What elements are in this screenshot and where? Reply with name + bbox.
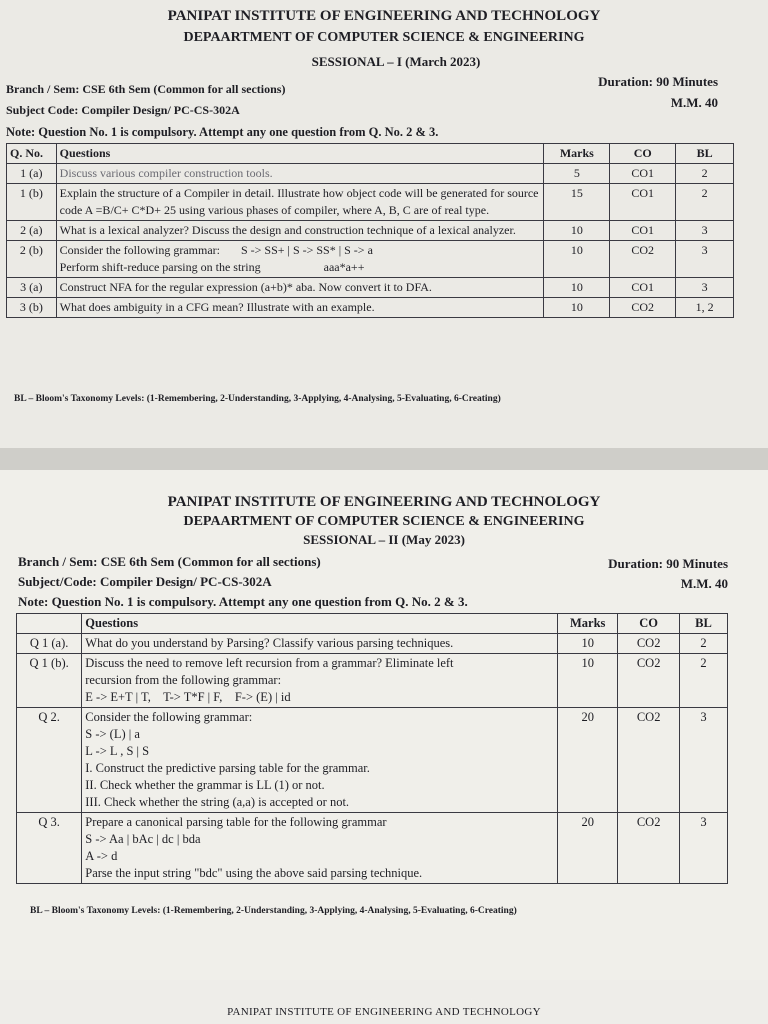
question-number: 1 (b) bbox=[7, 184, 57, 221]
header-questions: Questions bbox=[82, 614, 558, 634]
grammar-line: S -> (L) | a bbox=[85, 727, 140, 741]
question-marks: 10 bbox=[544, 298, 610, 318]
question-bl: 2 bbox=[676, 164, 734, 184]
question-marks: 5 bbox=[544, 164, 610, 184]
question-bl: 3 bbox=[676, 221, 734, 241]
question-marks: 20 bbox=[558, 708, 618, 813]
question-bl: 3 bbox=[679, 708, 727, 813]
question-line: Prepare a canonical parsing table for the following grammar bbox=[85, 815, 387, 829]
instructions-note: Note: Question No. 1 is compulsory. Attempt any one question from Q. No. 2 & 3. bbox=[18, 594, 468, 609]
question-marks: 10 bbox=[558, 634, 618, 654]
question-co: CO2 bbox=[610, 241, 676, 278]
table-row bbox=[7, 184, 734, 221]
question-co: CO2 bbox=[618, 708, 680, 813]
question-text: What does ambiguity in a CFG mean? Illustrate with an example. bbox=[56, 298, 544, 318]
question-text bbox=[82, 708, 558, 813]
table-header-row bbox=[7, 144, 734, 164]
question-marks: 15 bbox=[544, 184, 610, 221]
table-row bbox=[7, 241, 734, 278]
grammar-line: S -> Aa | bAc | dc | bda bbox=[85, 832, 201, 846]
duration: Duration: 90 Minutes bbox=[608, 556, 728, 571]
branch-sem: Branch / Sem: CSE 6th Sem (Common for all sections) bbox=[18, 554, 321, 569]
grammar-line: E -> E+T | T, T-> T*F | F, F-> (E) | id bbox=[85, 690, 291, 704]
header-questions: Questions bbox=[56, 144, 544, 164]
header-qno bbox=[17, 614, 82, 634]
sessional-2-paper bbox=[0, 470, 768, 980]
department-title: DEPAARTMENT OF COMPUTER SCIENCE & ENGINEERING bbox=[183, 514, 585, 529]
question-number: 2 (a) bbox=[7, 221, 57, 241]
question-text: What is a lexical analyzer? Discuss the design and construction technique of a lexical analyzer. bbox=[56, 221, 544, 241]
question-text: Construct NFA for the regular expression (a+b)* aba. Now convert it to DFA. bbox=[56, 278, 544, 298]
subject-code: Subject Code: Compiler Design/ PC-CS-302A bbox=[6, 103, 240, 117]
question-marks: 20 bbox=[558, 813, 618, 884]
grammar-line: L -> L , S | S bbox=[85, 744, 150, 758]
institute-title: PANIPAT INSTITUTE OF ENGINEERING AND TECHNOLOGY bbox=[167, 8, 601, 24]
question-text bbox=[82, 654, 558, 708]
header-bl: BL bbox=[676, 144, 734, 164]
max-marks: M.M. 40 bbox=[680, 576, 728, 591]
question-co: CO2 bbox=[618, 813, 680, 884]
header-marks: Marks bbox=[544, 144, 610, 164]
question-table bbox=[6, 143, 734, 318]
page-gap bbox=[0, 448, 768, 470]
question-co: CO2 bbox=[610, 298, 676, 318]
question-co: CO1 bbox=[610, 164, 676, 184]
question-intro: Consider the following grammar: bbox=[59, 243, 220, 257]
header-bl: BL bbox=[679, 614, 727, 634]
question-number: 3 (b) bbox=[7, 298, 57, 318]
question-line: I. Construct the predictive parsing table for the grammar. bbox=[85, 761, 370, 775]
question-table bbox=[16, 613, 728, 884]
question-number: 3 (a) bbox=[7, 278, 57, 298]
question-line: What do you understand by Parsing? Classify various parsing techniques. bbox=[85, 636, 454, 650]
question-instruction: Perform shift-reduce parsing on the string bbox=[59, 260, 261, 274]
question-co: CO2 bbox=[618, 634, 680, 654]
duration: Duration: 90 Minutes bbox=[598, 74, 718, 89]
blooms-footer: BL – Bloom's Taxonomy Levels: (1-Remembering, 2-Understanding, 3-Applying, 4-Analysing, 5-Evaluating, 6-Creating) bbox=[30, 906, 517, 916]
institute-title: PANIPAT INSTITUTE OF ENGINEERING AND TECHNOLOGY bbox=[167, 494, 601, 510]
question-line: II. Check whether the grammar is LL (1) or not. bbox=[85, 778, 325, 792]
question-line: III. Check whether the string (a,a) is accepted or not. bbox=[85, 795, 350, 809]
question-number: Q 1 (b). bbox=[17, 654, 82, 708]
sessional-1-paper bbox=[0, 0, 768, 448]
question-co: CO1 bbox=[610, 184, 676, 221]
max-marks: M.M. 40 bbox=[670, 95, 718, 110]
question-line: Consider the following grammar: bbox=[85, 710, 253, 724]
instructions-note: Note: Question No. 1 is compulsory. Attempt any one question from Q. No. 2 & 3. bbox=[6, 125, 439, 139]
question-bl: 3 bbox=[676, 278, 734, 298]
exam-title: SESSIONAL – II (May 2023) bbox=[303, 532, 465, 547]
table-header-row bbox=[17, 614, 728, 634]
question-bl: 2 bbox=[676, 184, 734, 221]
table-row bbox=[17, 708, 728, 813]
question-bl: 2 bbox=[679, 654, 727, 708]
sessional-3-paper-partial bbox=[0, 980, 768, 1024]
table-row bbox=[17, 813, 728, 884]
question-bl: 3 bbox=[676, 241, 734, 278]
question-number: Q 2. bbox=[17, 708, 82, 813]
table-row bbox=[7, 298, 734, 318]
question-line: recursion from the following grammar: bbox=[85, 673, 282, 687]
branch-sem: Branch / Sem: CSE 6th Sem (Common for all sections) bbox=[6, 82, 286, 96]
header-co: CO bbox=[610, 144, 676, 164]
question-bl: 2 bbox=[679, 634, 727, 654]
question-co: CO2 bbox=[618, 654, 680, 708]
question-marks: 10 bbox=[544, 278, 610, 298]
subject-code: Subject/Code: Compiler Design/ PC-CS-302A bbox=[18, 574, 272, 589]
question-co: CO1 bbox=[610, 278, 676, 298]
question-text: Explain the structure of a Compiler in detail. Illustrate how object code will be generated for source code A =B/C+ C*D+ 25 using various phases of compiler, where A, B, C are of real type. bbox=[56, 184, 544, 221]
question-marks: 10 bbox=[558, 654, 618, 708]
table-row bbox=[7, 164, 734, 184]
department-title: DEPAARTMENT OF COMPUTER SCIENCE & ENGINEERING bbox=[183, 30, 585, 45]
table-row bbox=[17, 634, 728, 654]
question-number: Q 3. bbox=[17, 813, 82, 884]
exam-title: SESSIONAL – I (March 2023) bbox=[311, 54, 481, 69]
grammar-line: A -> d bbox=[85, 849, 118, 863]
header-qno: Q. No. bbox=[7, 144, 57, 164]
question-co: CO1 bbox=[610, 221, 676, 241]
question-bl: 3 bbox=[679, 813, 727, 884]
question-text bbox=[82, 813, 558, 884]
table-row bbox=[7, 278, 734, 298]
question-number: 1 (a) bbox=[7, 164, 57, 184]
table-row bbox=[7, 221, 734, 241]
question-text bbox=[82, 634, 558, 654]
question-text: Discuss various compiler construction tools. bbox=[56, 164, 544, 184]
question-marks: 10 bbox=[544, 221, 610, 241]
question-number: 2 (b) bbox=[7, 241, 57, 278]
question-line: Discuss the need to remove left recursion from a grammar? Eliminate left bbox=[85, 656, 454, 670]
question-text bbox=[56, 241, 544, 278]
question-marks: 10 bbox=[544, 241, 610, 278]
table-row bbox=[17, 654, 728, 708]
grammar-text: S -> SS+ | S -> SS* | S -> a bbox=[240, 243, 373, 257]
question-bl: 1, 2 bbox=[676, 298, 734, 318]
institute-title: PANIPAT INSTITUTE OF ENGINEERING AND TECHNOLOGY bbox=[227, 1006, 541, 1018]
input-string: aaa*a++ bbox=[323, 260, 365, 274]
blooms-footer: BL – Bloom's Taxonomy Levels: (1-Remembering, 2-Understanding, 3-Applying, 4-Analysing, 5-Evaluating, 6-Creating) bbox=[14, 394, 501, 404]
question-line: Parse the input string "bdc" using the above said parsing technique. bbox=[85, 866, 423, 880]
question-number: Q 1 (a). bbox=[17, 634, 82, 654]
header-marks: Marks bbox=[558, 614, 618, 634]
header-co: CO bbox=[618, 614, 680, 634]
